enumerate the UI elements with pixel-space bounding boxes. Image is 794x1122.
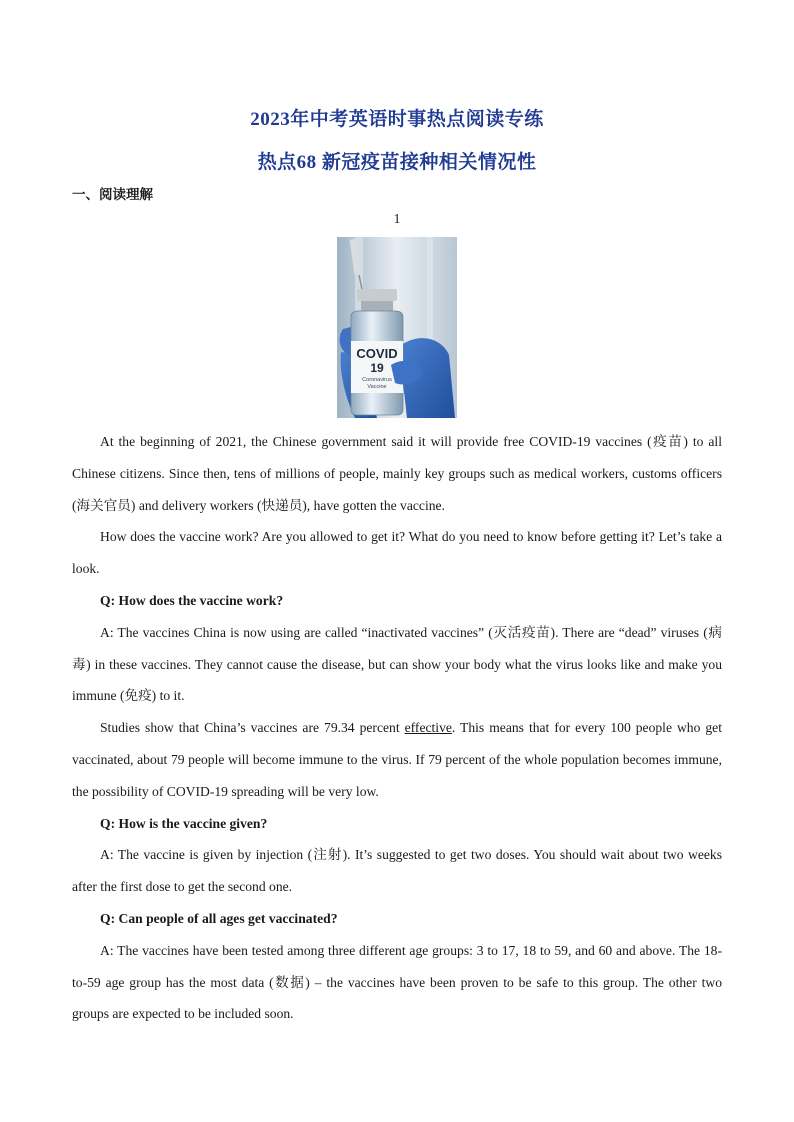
answer-how-given: A: The vaccine is given by injection (注射). It’s suggested to get two doses. You should wait about two weeks after the first dose to get the second one. xyxy=(72,847,722,895)
vaccine-vial-photo xyxy=(337,237,457,418)
article-body xyxy=(72,426,722,1030)
vial-label-coronavirus: Coronavirus xyxy=(362,377,392,383)
section-label: 一、阅读理解 xyxy=(72,187,153,203)
document-subtitle: 热点68 新冠疫苗接种相关情况性 xyxy=(257,152,537,173)
vial-label-19: 19 xyxy=(370,361,384,375)
vial-label-covid: COVID xyxy=(356,346,398,361)
underlined-word-effective: effective xyxy=(404,720,452,736)
answer-all-ages: A: The vaccines have been tested among three different age groups: 3 to 17, 18 to 59, and 60 and above. The 18-to-59 age group has the most data (数据) – the vaccines have been proven to be safe to this group. The other two groups are expected to be included soon. xyxy=(72,942,722,1022)
answer-how-work: A: The vaccines China is now using are called “inactivated vaccines” (灭活疫苗). There are “dead” viruses (病毒) in these vaccines. They cannot cause the disease, but can show your body what the virus looks like and make you immune (免疫) to it. xyxy=(72,624,722,704)
paragraph-intro: At the beginning of 2021, the Chinese government said it will provide free COVID-19 vaccines (疫苗) to all Chinese citizens. Since then, tens of millions of people, mainly key groups such as medical workers, customs officers (海关官员) and delivery workers (快递员), have gotten the vaccine. xyxy=(72,434,722,513)
effectiveness-text-end: . This means that for every 100 people who get vaccinated, about 79 people will become immune to the virus. If 79 percent of the whole population becomes immune, the possibility of COVID-19 spreading will be very low. xyxy=(72,720,722,799)
question-heading-how-work: Q: How does the vaccine work? xyxy=(100,592,284,608)
vial-label-vaccine: Vaccine xyxy=(367,384,387,390)
question-number: 1 xyxy=(393,211,401,226)
document-title: 2023年中考英语时事热点阅读专练 xyxy=(250,109,544,130)
question-heading-how-given: Q: How is the vaccine given? xyxy=(100,815,268,831)
question-heading-all-ages: Q: Can people of all ages get vaccinated? xyxy=(100,910,338,926)
effectiveness-text-start: Studies show that China’s vaccines are 79.34 percent xyxy=(100,720,405,736)
paragraph-effectiveness xyxy=(72,712,722,807)
paragraph-questions: How does the vaccine work? Are you allowed to get it? What do you need to know before getting it? Let’s take a look. xyxy=(72,529,722,577)
